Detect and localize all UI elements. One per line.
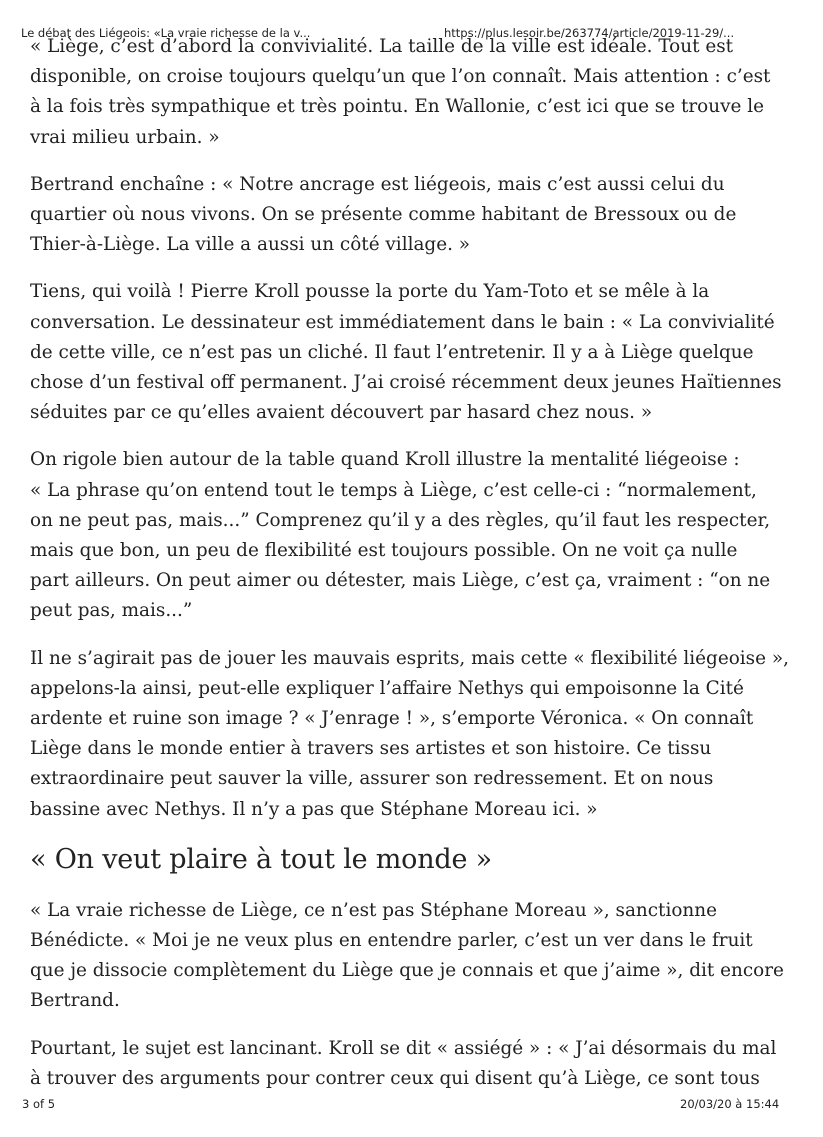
- article-paragraph: Il ne s’agirait pas de jouer les mauvais esprits, mais cette « flexibilité liégeoise », appelons-la ainsi, peut-elle expliquer l’affaire Nethys qui empoisonne la Cité ardente et ruine son image ? « J’enrage ! », s’emporte Véronica. « On connaît Liège dans le monde entier à travers ses artistes et son histoire. Ce tissu extraordinaire peut sauver la ville, assurer son redressement. Et on nous bassine avec Nethys. Il n’y a pas que Stéphane Moreau ici. »: [30, 647, 789, 820]
- article-paragraph: Bertrand enchaîne : « Notre ancrage est liégeois, mais c’est aussi celui du quartier où nous vivons. On se présente comme habitant de Bressoux ou de Thier-à-Liège. La ville a aussi un côté village. »: [30, 173, 737, 256]
- print-footer-datetime: 20/03/20 à 15:44: [680, 1097, 780, 1111]
- print-header-title: Le débat des Liégeois: «La vraie richesse de la v...: [21, 26, 311, 40]
- section-heading: « On veut plaire à tout le monde »: [30, 843, 492, 875]
- article-paragraph: Tiens, qui voilà ! Pierre Kroll pousse la porte du Yam-Toto et se mêle à la conversation. Le dessinateur est immédiatement dans le bain : « La convivialité de cette ville, ce n’est pas un cliché. Il faut l’entretenir. Il y a à Liège quelque chose d’un festival off permanent. J’ai croisé récemment deux jeunes Haïtiennes séduites par ce qu’elles avaient découvert par hasard chez nous. »: [30, 281, 782, 424]
- print-footer-page-count: 3 of 5: [22, 1097, 56, 1111]
- article-paragraph: « La vraie richesse de Liège, ce n’est pas Stéphane Moreau », sanctionne Bénédicte. « Moi je ne veux plus en entendre parler, c’est un ver dans le fruit que je dissocie complètement du Liège que je connais et que j’aime », dit encore Bertrand.: [30, 899, 784, 1012]
- article-paragraph: Pourtant, le sujet est lancinant. Kroll se dit « assiégé » : « J’ai désormais du mal à trouver des arguments pour contrer ceux qui disent qu’à Liège, ce sont tous: [30, 1037, 777, 1089]
- print-header-url: https://plus.lesoir.be/263774/article/2019-11-29/...: [444, 26, 735, 40]
- article-paragraph: « Liège, c’est d’abord la convivialité. La taille de la ville est idéale. Tout est disponible, on croise toujours quelqu’un que l’on connaît. Mais attention : c’est à la fois très sympathique et très pointu. En Wallonie, c’est ici que se trouve le vrai milieu urbain. »: [30, 36, 771, 148]
- article-body: [30, 32, 795, 1111]
- article-paragraph: On rigole bien autour de la table quand Kroll illustre la mentalité liégeoise : « La phrase qu’on entend tout le temps à Liège, c’est celle-ci : “normalement, on ne peut pas, mais...” Comprenez qu’il y a des règles, qu’il faut les respecter, mais que bon, un peu de flexibilité est toujours possible. On ne voit ça nulle part ailleurs. On peut aimer ou détester, mais Liège, c’est ça, vraiment : “on ne peut pas, mais...”: [30, 449, 771, 622]
